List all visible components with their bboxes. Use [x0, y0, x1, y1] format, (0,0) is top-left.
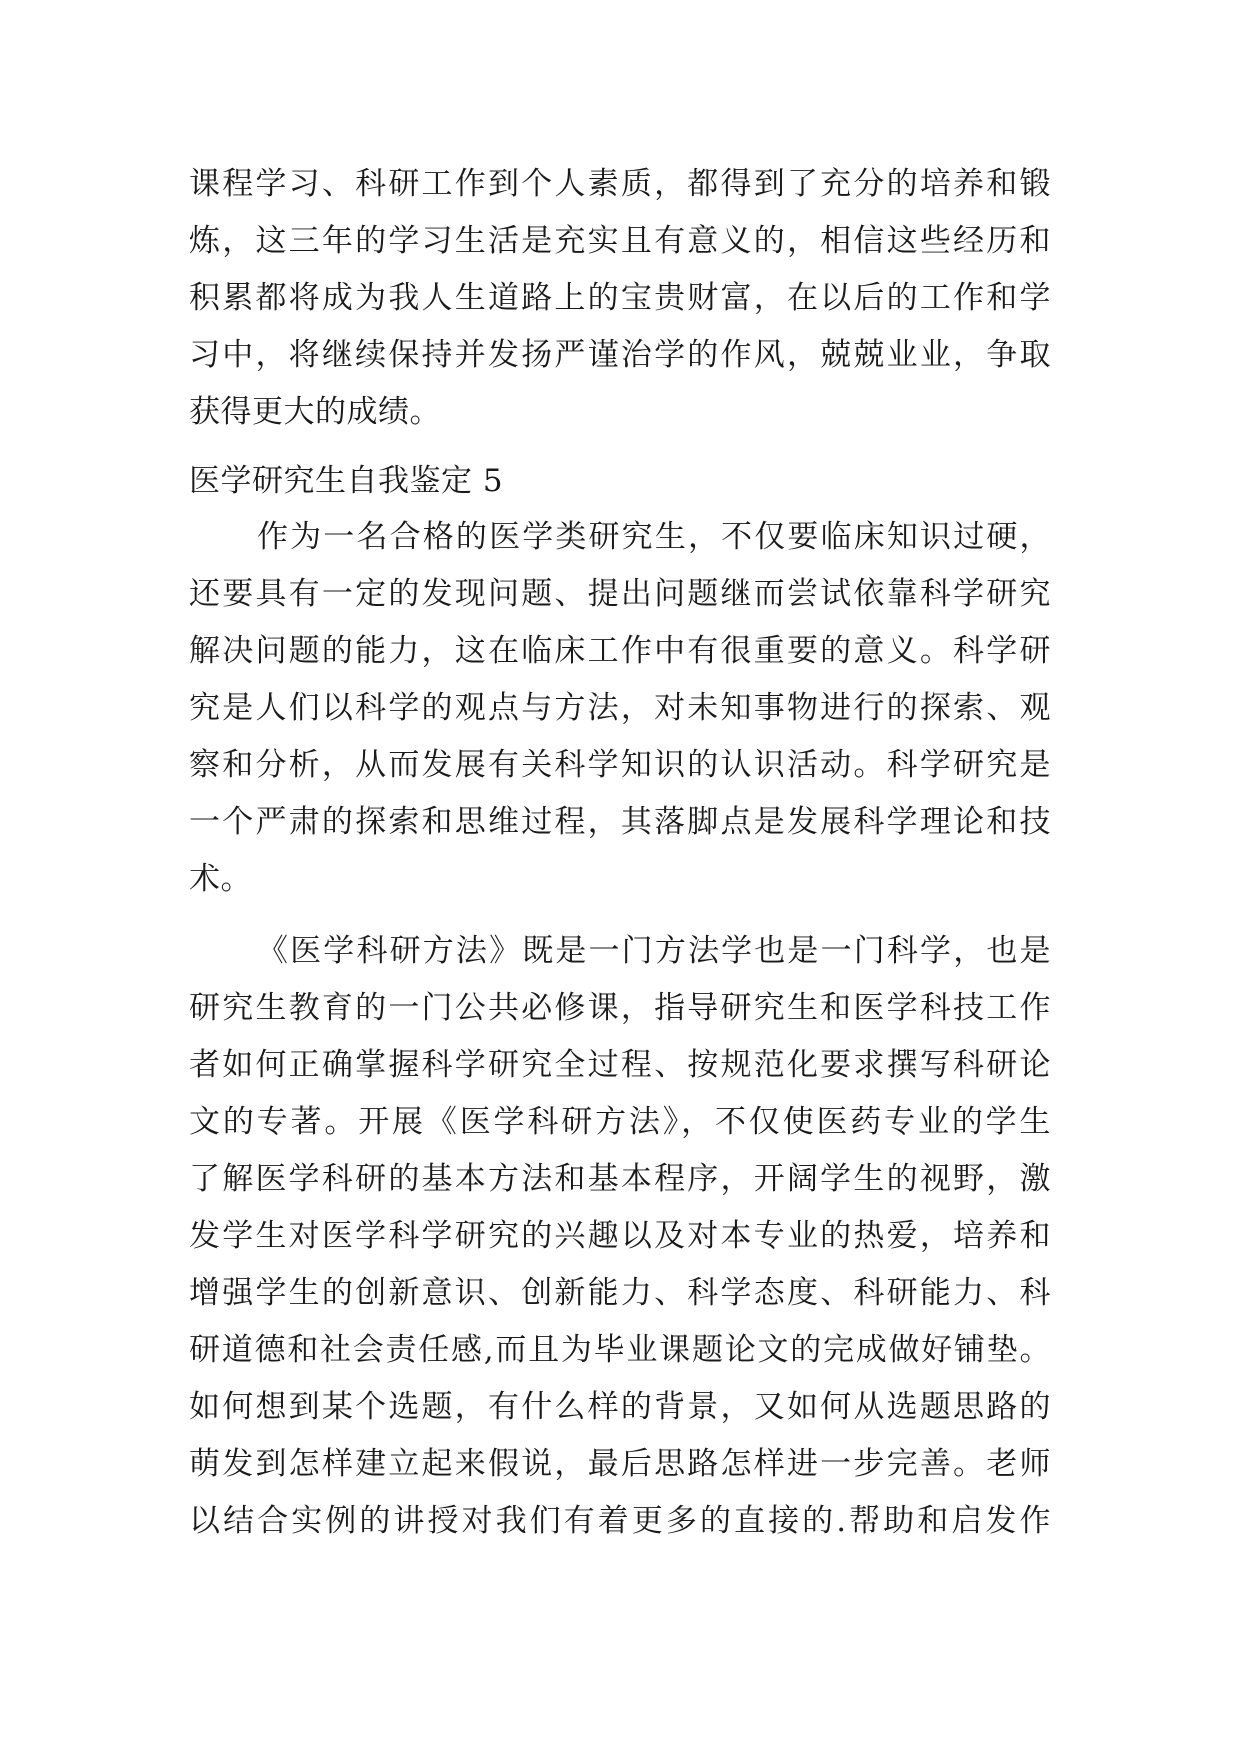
- text-line: 解决问题的能力，这在临床工作中有很重要的意义。科学研: [189, 633, 1051, 669]
- paragraph-course: [189, 923, 1051, 1550]
- text-line: 研道德和社会责任感,而且为毕业课题论文的完成做好铺垫。: [189, 1332, 1051, 1368]
- text-line: 萌发到怎样建立起来假说，最后思路怎样进一步完善。老师: [189, 1446, 1051, 1482]
- text-line: 增强学生的创新意识、创新能力、科学态度、科研能力、科: [189, 1275, 1051, 1311]
- text-line: 如何想到某个选题，有什么样的背景，又如何从选题思路的: [189, 1389, 1051, 1425]
- text-line: 积累都将成为我人生道路上的宝贵财富，在以后的工作和学: [189, 280, 1051, 316]
- text-line: 察和分析，从而发展有关科学知识的认识活动。科学研究是: [189, 747, 1051, 783]
- text-line: 课程学习、科研工作到个人素质，都得到了充分的培养和锻: [189, 166, 1051, 202]
- text-line: 获得更大的成绩。: [189, 394, 441, 430]
- text-line: 文的专著。开展《医学科研方法》，不仅使医药专业的学生: [189, 1104, 1051, 1140]
- text-line: 习中，将继续保持并发扬严谨治学的作风，兢兢业业，争取: [189, 337, 1051, 373]
- paragraph-intro: [189, 509, 1051, 908]
- text-line: 术。: [189, 861, 252, 897]
- paragraph-continued: [189, 156, 1051, 441]
- section-heading: 医学研究生自我鉴定 5: [189, 463, 504, 499]
- text-line: 了解医学科研的基本方法和基本程序，开阔学生的视野，激: [189, 1161, 1051, 1197]
- text-line: 《医学科研方法》既是一门方法学也是一门科学，也是: [257, 933, 1051, 969]
- text-line: 炼，这三年的学习生活是充实且有意义的，相信这些经历和: [189, 223, 1051, 259]
- section-heading-block: [189, 453, 1051, 510]
- text-line: 以结合实例的讲授对我们有着更多的直接的.帮助和启发作: [189, 1503, 1051, 1539]
- text-line: 者如何正确掌握科学研究全过程、按规范化要求撰写科研论: [189, 1047, 1051, 1083]
- text-line: 作为一名合格的医学类研究生，不仅要临床知识过硬，: [257, 519, 1051, 555]
- text-line: 发学生对医学科学研究的兴趣以及对本专业的热爱，培养和: [189, 1218, 1051, 1254]
- text-line: 研究生教育的一门公共必修课，指导研究生和医学科技工作: [189, 990, 1051, 1026]
- text-line: 一个严肃的探索和思维过程，其落脚点是发展科学理论和技: [189, 804, 1051, 840]
- text-line: 究是人们以科学的观点与方法，对未知事物进行的探索、观: [189, 690, 1051, 726]
- text-line: 还要具有一定的发现问题、提出问题继而尝试依靠科学研究: [189, 576, 1051, 612]
